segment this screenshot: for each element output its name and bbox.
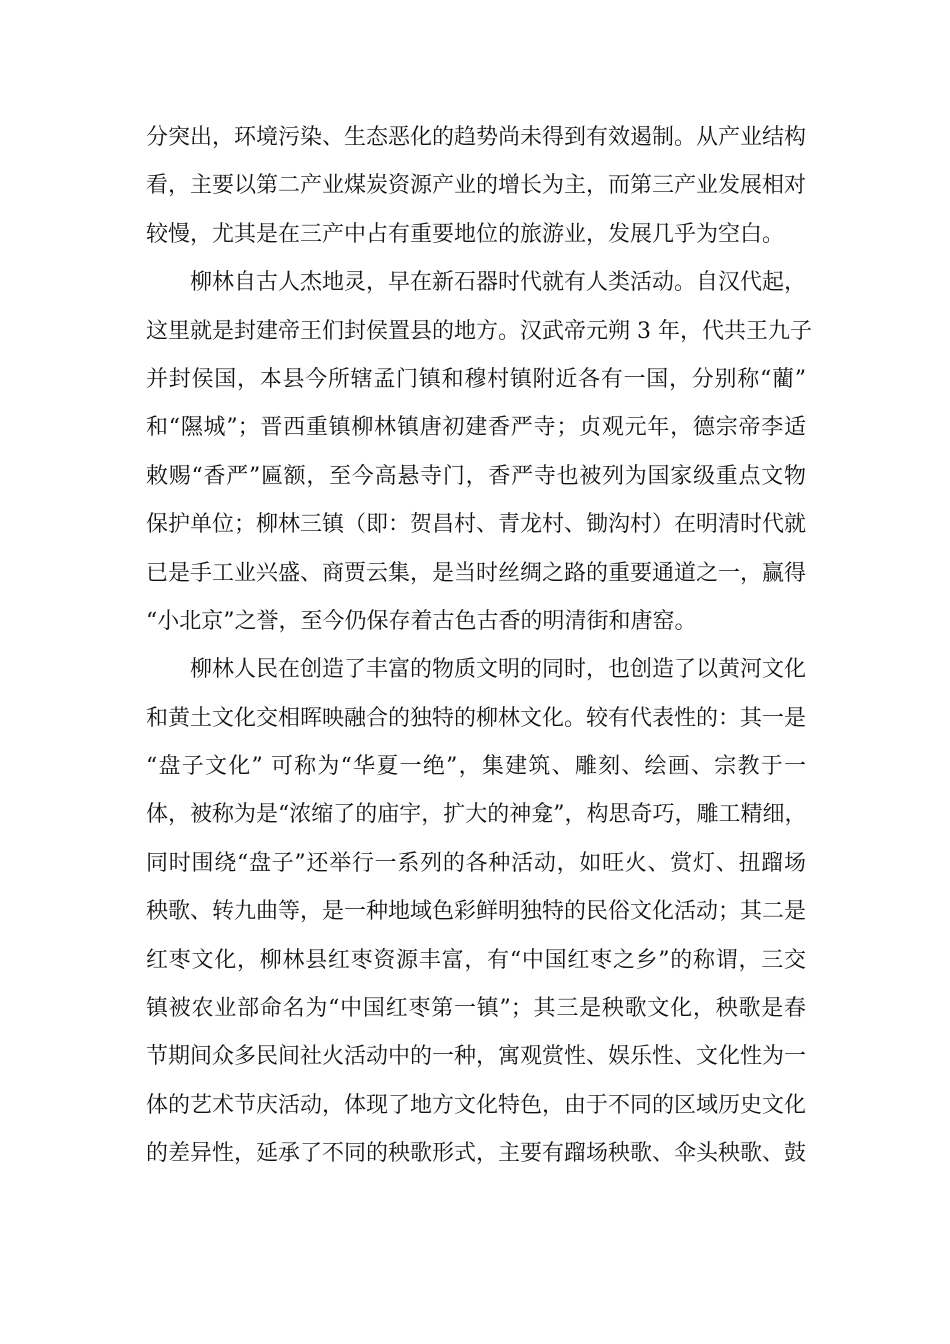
text-line: 的差异性，延承了不同的秧歌形式，主要有蹓场秧歌、伞头秧歌、鼓 [146, 1141, 807, 1167]
text-line: 和“隰城”；晋西重镇柳林镇唐初建香严寺；贞观元年，德宗帝李适 [146, 415, 806, 441]
text-line: “盘子文化” 可称为“华夏一绝”，集建筑、雕刻、绘画、宗教于一 [146, 754, 806, 780]
text-line: 这里就是封建帝王们封侯置县的地方。汉武帝元朔 3 年，代共王九子 [146, 318, 812, 344]
text-line: 柳林自古人杰地灵，早在新石器时代就有人类活动。自汉代起， [190, 270, 807, 296]
text-line: 保护单位；柳林三镇（即：贺昌村、青龙村、锄沟村）在明清时代就 [146, 512, 807, 538]
text-line: 同时围绕“盘子”还举行一系列的各种活动，如旺火、赏灯、扭蹓场 [146, 850, 806, 876]
text-line: 体的艺术节庆活动，体现了地方文化特色，由于不同的区域历史文化 [146, 1092, 807, 1118]
text-line: 敕赐“香严”匾额，至今高悬寺门，香严寺也被列为国家级重点文物 [146, 463, 806, 489]
text-line: 体，被称为是“浓缩了的庙宇，扩大的神龛”，构思奇巧，雕工精细， [146, 802, 807, 828]
text-line: 红枣文化，柳林县红枣资源丰富，有“中国红枣之乡”的称谓，三交 [146, 947, 806, 973]
paragraph-culture [146, 646, 806, 1178]
text-line: 并封侯国，本县今所辖孟门镇和穆村镇附近各有一国，分别称“藺” [146, 366, 806, 392]
text-line: 已是手工业兴盛、商贾云集，是当时丝绸之路的重要通道之一，赢得 [146, 560, 807, 586]
text-line: 看，主要以第二产业煤炭资源产业的增长为主，而第三产业发展相对 [146, 173, 807, 199]
body-text [146, 114, 812, 1179]
text-line: “小北京”之誉，至今仍保存着古色古香的明清街和唐窑。 [146, 608, 697, 634]
paragraph-industry-structure [146, 114, 806, 259]
text-line: 秧歌、转九曲等，是一种地域色彩鲜明独特的民俗文化活动；其二是 [146, 899, 807, 925]
text-line: 镇被农业部命名为“中国红枣第一镇”；其三是秧歌文化，秧歌是春 [146, 996, 806, 1022]
text-line: 和黄土文化交相晖映融合的独特的柳林文化。较有代表性的：其一是 [146, 705, 807, 731]
text-line: 较慢，尤其是在三产中占有重要地位的旅游业，发展几乎为空白。 [146, 221, 785, 247]
paragraph-history [146, 259, 812, 646]
text-line: 柳林人民在创造了丰富的物质文明的同时，也创造了以黄河文化 [190, 657, 807, 683]
text-line: 分突出，环境污染、生态恶化的趋势尚未得到有效遏制。从产业结构 [146, 125, 807, 150]
text-line: 节期间众多民间社火活动中的一种，寓观赏性、娱乐性、文化性为一 [146, 1044, 807, 1070]
